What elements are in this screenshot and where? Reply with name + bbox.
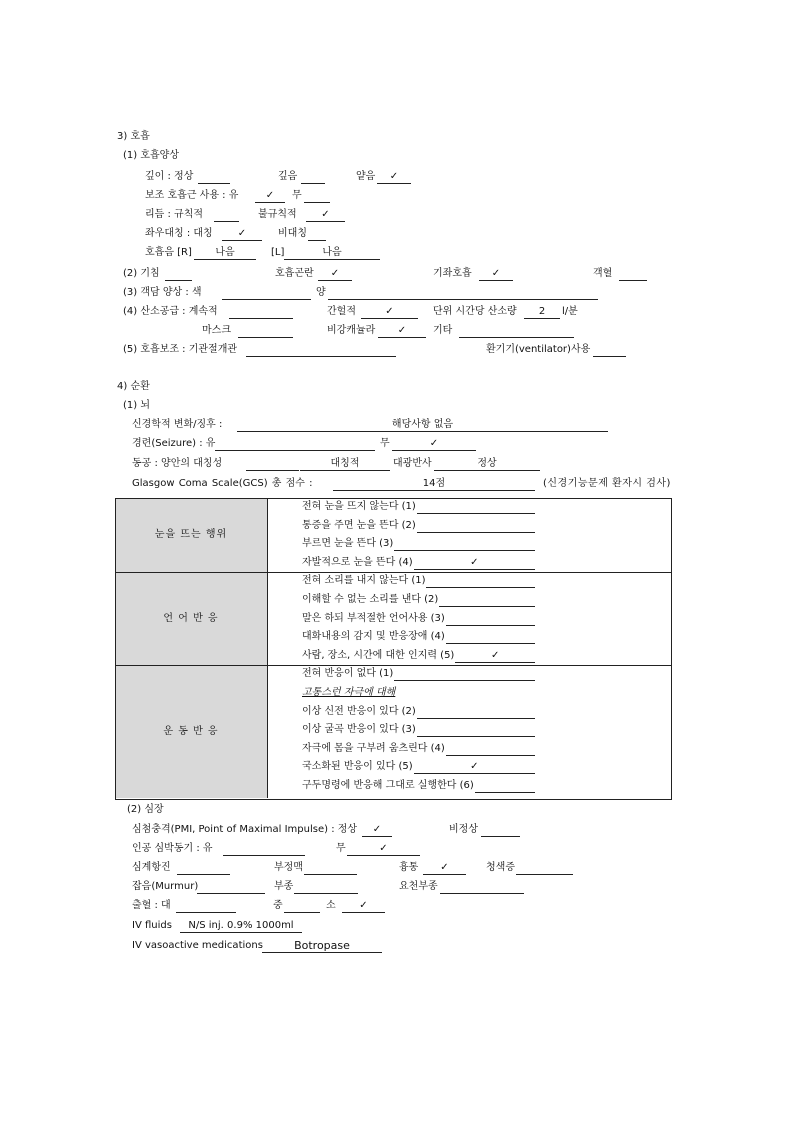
resp-symmetry-sym-field[interactable]: ✓: [222, 228, 262, 241]
pupil-symmetric-field[interactable]: 대칭적: [300, 458, 390, 471]
pmi-abnormal-label: 비정상: [449, 824, 478, 835]
cyanosis-label: 청색증: [486, 862, 515, 873]
bleeding-mid-field[interactable]: [284, 900, 320, 913]
o2-intermittent-field[interactable]: ✓: [361, 306, 418, 319]
tracheostomy-field[interactable]: [246, 344, 396, 357]
gcs-item-text: 전혀 소리를 내지 않는다 (1): [302, 575, 426, 587]
resp-rhythm-irregular-field[interactable]: ✓: [306, 209, 345, 222]
bleeding-small-label: 소: [326, 900, 336, 911]
dyspnea-field[interactable]: ✓: [318, 268, 352, 281]
sputum-amount-field[interactable]: [328, 287, 598, 300]
gcs-item-text: 고통스런 자극에 대해: [302, 687, 396, 698]
pmi-abnormal-field[interactable]: [481, 824, 520, 837]
gcs-item-text: 이상 신전 반응이 있다 (2): [302, 705, 416, 717]
resp-sound-r-field[interactable]: 나음: [194, 247, 256, 260]
section-title-respiration: 3) 호흡: [117, 131, 150, 142]
gcs-item-text: 통증을 주면 눈을 뜬다 (2): [302, 519, 416, 531]
chest-pain-label: 흉통: [399, 862, 419, 873]
iv-fluids-label: IV fluids: [132, 920, 172, 931]
cyanosis-field[interactable]: [516, 862, 573, 875]
resp-support-label: (5) 호흡보조 : 기관절개관: [123, 344, 238, 355]
gcs-item-field[interactable]: [475, 780, 535, 793]
gcs-item-text: 부르면 눈을 뜬다 (3): [302, 538, 394, 550]
resp-rhythm-regular-field[interactable]: [214, 209, 239, 222]
gcs-item-field[interactable]: ✓: [455, 650, 535, 663]
gcs-label: Glasgow Coma Scale(GCS) 총 점수 :: [132, 478, 313, 489]
pmi-normal-field[interactable]: ✓: [362, 824, 392, 837]
gcs-item-text: 구두명령에 반응해 그대로 실행한다 (6): [302, 780, 474, 791]
resp-depth-shallow: 얕음: [356, 171, 376, 182]
arrhythmia-label: 부정맥: [274, 862, 303, 873]
cough-label: (2) 기침: [123, 268, 160, 279]
gcs-item-text: 말은 하되 부적절한 언어사용 (3): [302, 612, 445, 624]
resp-accessory-label: 보조 호흡근 사용 : 유: [145, 190, 239, 201]
gcs-total-field[interactable]: 14점: [333, 478, 535, 491]
gcs-item-text: 대화내용의 감지 및 반응장애 (4): [302, 631, 445, 643]
pacemaker-label: 인공 심박동기 : 유: [132, 843, 213, 854]
o2-rate-field[interactable]: 2: [524, 306, 560, 319]
heart-title: (2) 심장: [127, 804, 164, 815]
nasal-cannula-label: 비강캐뉼라: [327, 325, 376, 336]
gcs-category-label: 운 동 반 응: [163, 725, 219, 737]
resp-symmetry-asym-field[interactable]: [308, 228, 326, 241]
sacral-edema-label: 요천부종: [399, 881, 438, 892]
gcs-item-field[interactable]: [417, 520, 535, 533]
hemoptysis-label: 객혈: [593, 268, 613, 279]
palpitation-field[interactable]: [177, 862, 230, 875]
pupil-symmetry-field[interactable]: [246, 458, 299, 471]
ventilator-label: 환기기(ventilator)사용: [486, 344, 591, 355]
pupil-label: 동공 : 양안의 대칭성: [132, 458, 223, 469]
resp-depth-deep-field[interactable]: [301, 171, 325, 184]
sputum-label: (3) 객담 양상 : 색: [123, 287, 202, 298]
gcs-item-field[interactable]: ✓: [414, 557, 535, 570]
hemoptysis-field[interactable]: [619, 268, 647, 281]
resp-accessory-no-field[interactable]: [304, 190, 330, 203]
pacemaker-no-field[interactable]: ✓: [347, 843, 420, 856]
cough-field[interactable]: [165, 268, 192, 281]
gcs-category-label: 눈을 뜨는 행위: [154, 529, 228, 541]
gcs-note: (신경기능문제 환자시 검사): [543, 478, 671, 489]
dyspnea-label: 호흡곤란: [275, 268, 314, 279]
seizure-no-field[interactable]: ✓: [392, 438, 476, 451]
pupil-reflex-field[interactable]: 정상: [434, 458, 540, 471]
vasoactive-field[interactable]: Botropase: [262, 940, 382, 953]
orthopnea-label: 기좌호흡: [433, 268, 472, 279]
resp-accessory-no: 무: [292, 190, 302, 201]
gcs-item-text: 자극에 몸을 구부려 움츠린다 (4): [302, 742, 445, 754]
o2-rate-label: 단위 시간당 산소량: [433, 306, 517, 317]
o2-other-field[interactable]: [459, 325, 574, 338]
bleeding-mid-label: 중: [273, 900, 283, 911]
resp-accessory-yes-field[interactable]: ✓: [255, 190, 285, 203]
resp-sound-label: 호흡음 [R]: [145, 247, 192, 258]
brain-label: (1) 뇌: [123, 400, 151, 411]
gcs-item-field[interactable]: [426, 575, 535, 588]
arrhythmia-field[interactable]: [304, 862, 357, 875]
o2-continuous-field[interactable]: [229, 306, 293, 319]
pacemaker-yes-field[interactable]: [223, 843, 305, 856]
bleeding-large-field[interactable]: [176, 900, 236, 913]
resp-depth-deep: 깊음: [278, 171, 298, 182]
bleeding-small-field[interactable]: ✓: [342, 900, 385, 913]
resp-symmetry-label: 좌우대칭 : 대칭: [145, 228, 213, 239]
gcs-item-field[interactable]: [446, 613, 535, 626]
resp-sound-l-field[interactable]: 나음: [284, 247, 380, 260]
gcs-item-field[interactable]: [417, 501, 535, 514]
pupil-reflex-label: 대광반사: [393, 458, 432, 469]
resp-symmetry-asym: 비대칭: [278, 228, 307, 239]
gcs-item-field[interactable]: [446, 743, 535, 756]
seizure-no-label: 무: [380, 438, 390, 449]
section-title-circulation: 4) 순환: [117, 381, 150, 392]
gcs-item-text: 전혀 반응이 없다 (1): [302, 668, 394, 680]
orthopnea-field[interactable]: ✓: [479, 268, 513, 281]
palpitation-label: 심계항진: [132, 862, 171, 873]
o2-rate-unit: l/분: [562, 306, 578, 317]
resp-pattern-label: (1) 호흡양상: [123, 150, 179, 161]
mask-field[interactable]: [238, 325, 293, 338]
gcs-item-field[interactable]: [394, 538, 535, 551]
gcs-item-field[interactable]: [439, 594, 535, 607]
mask-label: 마스크: [202, 325, 231, 336]
resp-depth-shallow-field[interactable]: ✓: [377, 171, 411, 184]
gcs-item-field[interactable]: ✓: [414, 761, 535, 774]
gcs-item-text: 자발적으로 눈을 뜬다 (4): [302, 556, 413, 568]
seizure-label: 경련(Seizure) : 유: [132, 438, 216, 449]
gcs-category-label: 언 어 반 응: [163, 612, 219, 624]
ventilator-field[interactable]: [593, 344, 626, 357]
resp-rhythm-irregular: 불규칙적: [258, 209, 297, 220]
o2-other-label: 기타: [433, 325, 453, 336]
chest-pain-field[interactable]: ✓: [423, 862, 466, 875]
resp-depth-label: 깊이 : 정상: [145, 171, 194, 182]
sputum-amount-label: 양: [316, 287, 326, 298]
gcs-column-divider: [267, 498, 268, 798]
sacral-edema-field[interactable]: [440, 881, 524, 894]
resp-sound-l-label: [L]: [271, 247, 285, 258]
pmi-label: 심첨충격(PMI, Point of Maximal Impulse) : 정상: [132, 824, 358, 835]
o2-label: (4) 산소공급 : 계속적: [123, 306, 218, 317]
gcs-item-text: 국소화된 반응이 있다 (5): [302, 761, 413, 773]
iv-fluids-field[interactable]: N/S inj. 0.9% 1000ml: [180, 920, 302, 933]
edema-label: 부종: [274, 881, 294, 892]
gcs-item-field[interactable]: [446, 631, 535, 644]
gcs-item-text: 이상 굴곡 반응이 있다 (3): [302, 724, 416, 736]
sputum-color-field[interactable]: [222, 287, 311, 300]
gcs-item-text: 사람, 장소, 시간에 대한 인지력 (5): [302, 649, 455, 661]
neuro-label: 신경학적 변화/징후 :: [132, 419, 223, 430]
resp-depth-normal-field[interactable]: [198, 171, 230, 184]
seizure-yes-field[interactable]: [215, 438, 375, 451]
resp-rhythm-label: 리듬 : 규칙적: [145, 209, 204, 220]
neuro-field[interactable]: 해당사항 없음: [237, 419, 608, 432]
o2-intermittent-label: 간헐적: [327, 306, 356, 317]
gcs-item-field[interactable]: [394, 668, 535, 681]
murmur-field[interactable]: [197, 881, 265, 894]
gcs-item-field[interactable]: [417, 706, 535, 719]
bleeding-label: 출혈 : 대: [132, 900, 171, 911]
gcs-item-text: 이해할 수 없는 소리를 낸다 (2): [302, 594, 439, 605]
pacemaker-no-label: 무: [336, 843, 346, 854]
gcs-item-field[interactable]: [417, 724, 535, 737]
edema-field[interactable]: [294, 881, 358, 894]
gcs-item-text: 전혀 눈을 뜨지 않는다 (1): [302, 501, 416, 512]
murmur-label: 잡음(Murmur): [132, 881, 199, 892]
nasal-cannula-field[interactable]: ✓: [378, 325, 426, 338]
vasoactive-label: IV vasoactive medications: [132, 940, 263, 951]
